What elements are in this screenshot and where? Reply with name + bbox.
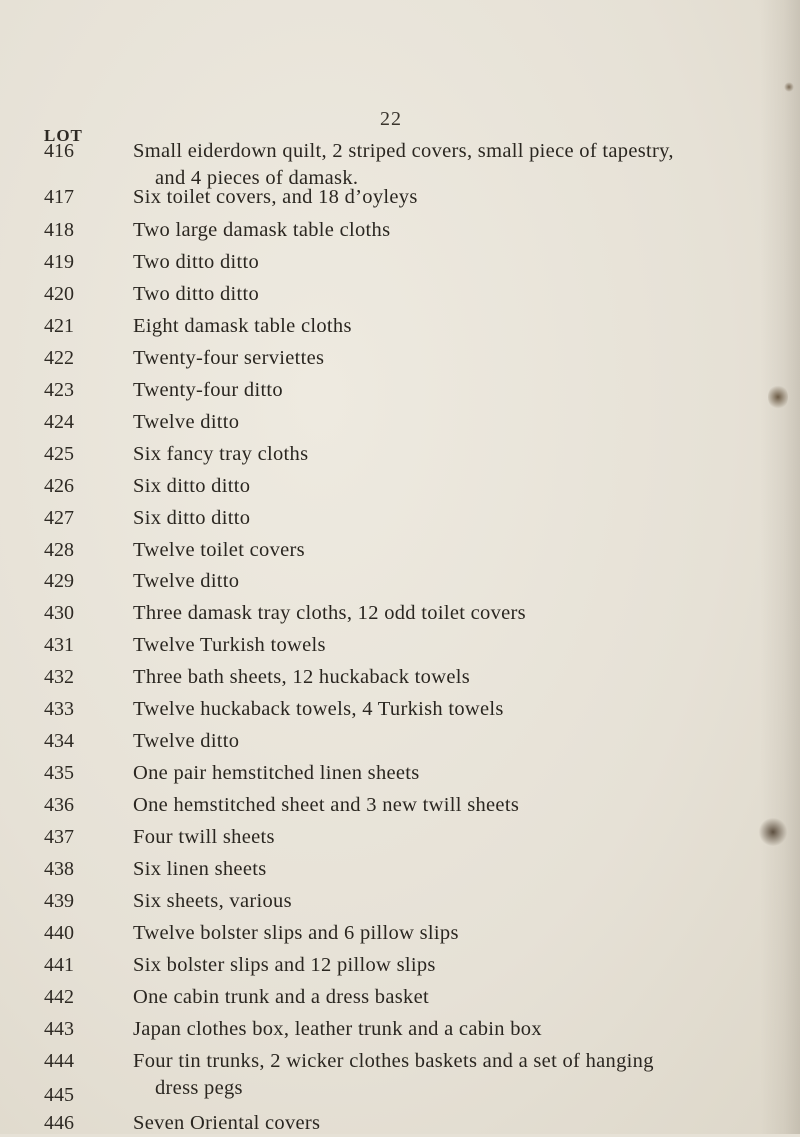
lot-number: 435 <box>44 762 74 784</box>
lot-description <box>133 473 693 500</box>
lot-description <box>133 409 693 436</box>
lot-description-continuation: and 4 pieces of damask. <box>155 167 359 189</box>
lot-description <box>133 249 693 276</box>
lot-description-line: Six fancy tray cloths <box>133 443 309 465</box>
lot-number: 420 <box>44 283 74 305</box>
lot-description-line: One pair hemstitched linen sheets <box>133 762 420 784</box>
lot-description <box>133 377 693 404</box>
lot-number: 421 <box>44 315 74 337</box>
ink-spot <box>768 384 788 410</box>
lot-description-line: Three damask tray cloths, 12 odd toilet covers <box>133 602 526 624</box>
lot-number: 430 <box>44 602 74 624</box>
lot-description <box>133 313 693 340</box>
lot-description <box>133 281 693 308</box>
lot-description-line: Eight damask table cloths <box>133 315 352 337</box>
lot-description-line: Twelve ditto <box>133 411 240 433</box>
lot-description-line: Twelve ditto <box>133 570 240 592</box>
lot-description-line: Twelve huckaback towels, 4 Turkish towels <box>133 698 504 720</box>
lot-description <box>133 217 693 244</box>
lot-description-line: One hemstitched sheet and 3 new twill sheets <box>133 794 520 816</box>
lot-number: 441 <box>44 954 74 976</box>
lot-description <box>133 537 693 564</box>
lot-number: 432 <box>44 666 74 688</box>
lot-description-continuation: dress pegs <box>155 1077 243 1099</box>
lot-description-line: Two large damask table cloths <box>133 219 391 241</box>
lot-number: 419 <box>44 251 74 273</box>
lot-description-line: Six linen sheets <box>133 858 267 880</box>
lot-description-line: Two ditto ditto <box>133 251 260 273</box>
lot-description-line: Three bath sheets, 12 huckaback towels <box>133 666 471 688</box>
lot-number: 445 <box>44 1084 74 1106</box>
lot-column-header: LOT <box>44 126 83 145</box>
lot-description-line: Twelve toilet covers <box>133 539 305 561</box>
lot-description-line: Two ditto ditto <box>133 283 260 305</box>
lot-description-line: Six sheets, various <box>133 890 292 912</box>
lot-description <box>133 792 693 819</box>
lot-number: 440 <box>44 922 74 944</box>
lot-number: 443 <box>44 1018 74 1040</box>
lot-number: 422 <box>44 347 74 369</box>
lot-number: 423 <box>44 379 74 401</box>
lot-description-line: Small eiderdown quilt, 2 striped covers, small piece of tapestry, <box>133 140 674 162</box>
lot-description-line: Twelve ditto <box>133 730 240 752</box>
lot-description-line: Four twill sheets <box>133 826 275 848</box>
lot-description <box>133 728 693 755</box>
lot-number: 416 <box>44 140 74 162</box>
lot-description-line: Twenty-four ditto <box>133 379 283 401</box>
lot-description <box>133 856 693 883</box>
lot-description <box>133 632 693 659</box>
lot-description <box>133 568 693 595</box>
lot-description <box>133 441 693 468</box>
ink-spot <box>758 818 788 846</box>
lot-number: 428 <box>44 539 74 561</box>
lot-description <box>133 984 693 1011</box>
page-edge-shadow <box>760 0 800 1134</box>
lot-description <box>133 600 693 627</box>
lot-number: 417 <box>44 186 74 208</box>
lot-description-line: Six ditto ditto <box>133 507 251 529</box>
lot-description <box>133 505 693 532</box>
page-number: 22 <box>380 108 402 130</box>
lot-number: 437 <box>44 826 74 848</box>
lot-description-line: Twelve Turkish towels <box>133 634 326 656</box>
lot-number: 439 <box>44 890 74 912</box>
lot-number: 426 <box>44 475 74 497</box>
lot-number: 433 <box>44 698 74 720</box>
lot-description <box>133 184 693 211</box>
lot-number: 425 <box>44 443 74 465</box>
lot-description-line: Seven Oriental covers <box>133 1112 321 1134</box>
lot-description-line: Six bolster slips and 12 pillow slips <box>133 954 436 976</box>
lot-description <box>133 696 693 723</box>
lot-description <box>133 1048 693 1102</box>
lot-description <box>133 952 693 979</box>
lot-description <box>133 1016 693 1043</box>
lot-description <box>133 920 693 947</box>
lot-description <box>133 760 693 787</box>
lot-number: 446 <box>44 1112 74 1134</box>
lot-number: 427 <box>44 507 74 529</box>
lot-number: 418 <box>44 219 74 241</box>
lot-number: 431 <box>44 634 74 656</box>
lot-description-line: Japan clothes box, leather trunk and a cabin box <box>133 1018 542 1040</box>
lot-description <box>133 824 693 851</box>
ink-spot <box>784 82 794 92</box>
lot-number: 424 <box>44 411 74 433</box>
lot-description-line: Twelve bolster slips and 6 pillow slips <box>133 922 459 944</box>
lot-number: 436 <box>44 794 74 816</box>
lot-description <box>133 345 693 372</box>
lot-description <box>133 664 693 691</box>
lot-number: 438 <box>44 858 74 880</box>
lot-number: 429 <box>44 570 74 592</box>
lot-description-line: Four tin trunks, 2 wicker clothes baskets and a set of hanging <box>133 1050 654 1072</box>
lot-description <box>133 1110 693 1137</box>
lot-description-line: Six ditto ditto <box>133 475 251 497</box>
lot-number: 444 <box>44 1050 74 1072</box>
lot-description-line: Six toilet covers, and 18 d’oyleys <box>133 186 418 208</box>
lot-description-line: One cabin trunk and a dress basket <box>133 986 429 1008</box>
lot-number: 434 <box>44 730 74 752</box>
lot-number: 442 <box>44 986 74 1008</box>
lot-description <box>133 888 693 915</box>
lot-description-line: Twenty-four serviettes <box>133 347 325 369</box>
